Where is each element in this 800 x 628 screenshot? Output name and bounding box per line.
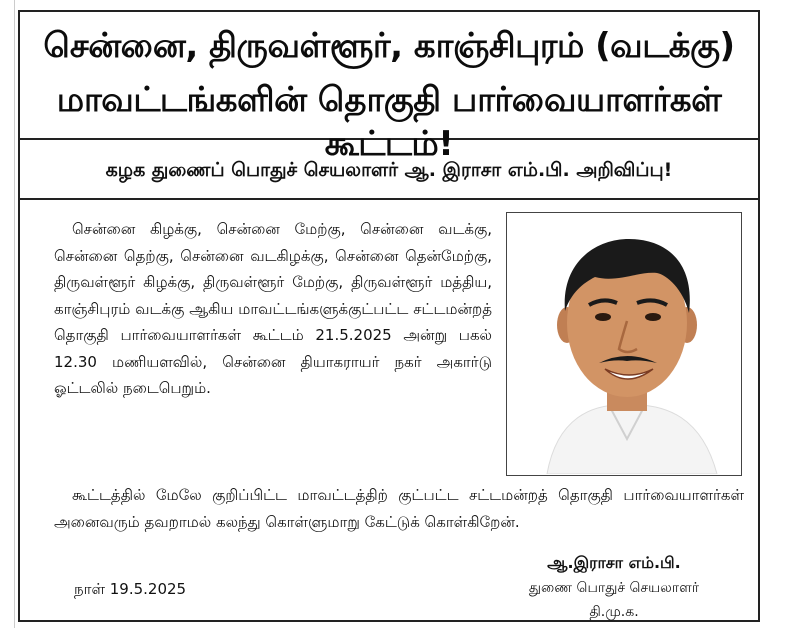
signatory-name: ஆ.இராசா எம்.பி. [547,553,681,572]
paragraph-1-text: சென்னை கிழக்கு, சென்னை மேற்கு, சென்னை வடக்கு, சென்னை தெற்கு, சென்னை வடகிழக்கு, சென்னை தென்மேற்கு, திருவள்ளூர் கிழக்கு, திருவள்ளூர் மேற்கு, திருவள்ளூர் மத்திய, காஞ்சிபுரம் வடக்கு ஆகிய மாவட்டங்களுக்குட்பட்ட சட்டமன்றத் தொகுதி பார்வையாளர்கள் கூட்டம் 21.5.2025 அன்று பகல் 12.30 மணியளவில், சென்னை தியாகராயர் நகர் அகார்டு ஓட்டலில் நடைபெறும். [54,220,492,397]
subheadline: கழக துணைப் பொதுச் செயலாளர் ஆ. இராசா எம்.பி. அறிவிப்பு! [20,140,758,200]
signatory-role: துணை பொதுச் செயலாளர் [528,580,700,596]
headline [20,12,758,164]
signature-block [484,550,744,624]
paragraph-2-text: கூட்டத்தில் மேலே குறிப்பிட்ட மாவட்டத்திற் குட்பட்ட சட்டமன்றத் தொகுதி பார்வையாளர்கள் அனைவரும் தவறாமல் கலந்து கொள்ளுமாறு கேட்டுக் கொள்கிறேன். [54,486,744,531]
body-paragraph-1 [54,216,492,402]
headline-line-1: சென்னை, திருவள்ளூர், காஞ்சிபுரம் (வடக்கு) [43,26,735,66]
signatory-party: தி.மு.க. [589,604,639,620]
portrait-photo [506,212,742,476]
body-paragraph-2 [54,482,744,535]
headline-line-2: மாவட்டங்களின் தொகுதி பார்வையாளர்கள் கூட்டம்! [56,80,722,164]
portrait-illustration [507,213,740,474]
announcement-frame [18,10,760,622]
adjacent-page-strip [0,0,15,628]
issue-date: நாள் 19.5.2025 [74,580,187,598]
